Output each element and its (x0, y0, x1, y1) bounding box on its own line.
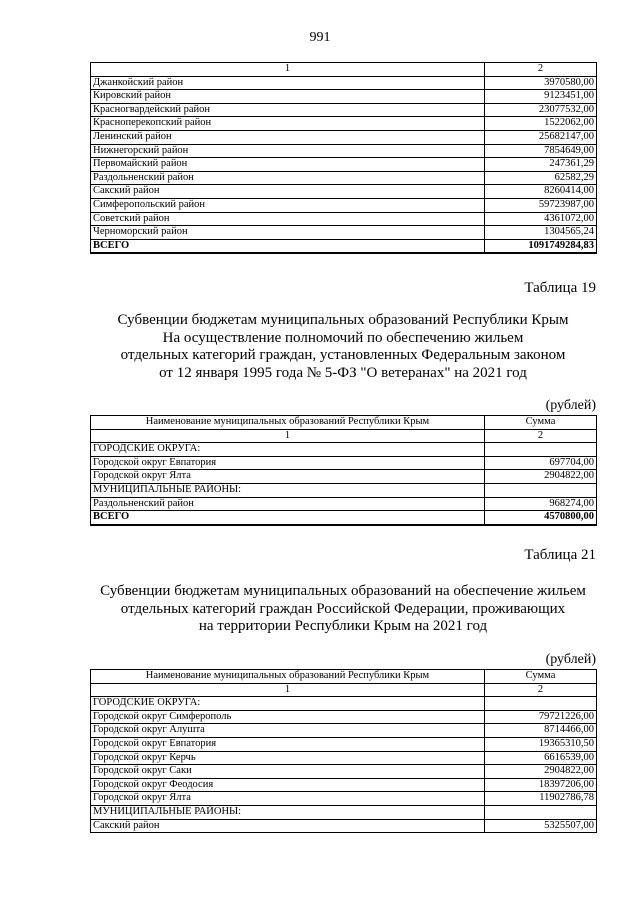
amount-value: 59723987,00 (485, 198, 597, 212)
table-19-units: (рублей) (545, 398, 596, 413)
table-19-label: Таблица 19 (524, 280, 596, 296)
amount-value: 2904822,00 (485, 765, 597, 779)
amount-value: 1304565,24 (485, 226, 597, 240)
header-row (91, 670, 597, 684)
amount-value (485, 805, 597, 819)
page-number: 991 (309, 30, 331, 45)
table-row (91, 819, 597, 833)
district-name: Раздольненский район (91, 497, 485, 511)
title-line: отдельных категорий граждан, установленных Федеральным законом (120, 347, 566, 363)
amount-value: 3970580,00 (485, 76, 597, 90)
total-amount: 4570800,00 (485, 511, 597, 525)
district-name: Городской округ Алушта (91, 724, 485, 738)
table-21-title (90, 583, 596, 636)
column-number-row (91, 63, 597, 77)
title-line: от 12 января 1995 года № 5-ФЗ "О ветеранах" на 2021 год (159, 364, 527, 381)
table-21 (90, 669, 597, 833)
column-number: 2 (485, 683, 597, 697)
district-name: Городской округ Феодосия (91, 778, 485, 792)
table-row (91, 737, 597, 751)
district-name: Городской округ Ялта (91, 470, 485, 484)
amount-value: 8260414,00 (485, 185, 597, 199)
table-row (91, 765, 597, 779)
amount-value: 23077532,00 (485, 103, 597, 117)
table-row (91, 751, 597, 765)
table-row (91, 158, 597, 172)
column-number: 1 (91, 683, 485, 697)
district-name: Советский район (91, 212, 485, 226)
amount-value: 25682147,00 (485, 130, 597, 144)
amount-value: 18397206,00 (485, 778, 597, 792)
section-label: ГОРОДСКИЕ ОКРУГА: (91, 443, 485, 457)
column-header-name: Наименование муниципальных образований Республики Крым (91, 416, 485, 430)
amount-value: 1522062,00 (485, 117, 597, 131)
table-row (91, 805, 597, 819)
district-name: Ленинский район (91, 130, 485, 144)
district-name: Городской округ Евпатория (91, 456, 485, 470)
column-header-amount: Сумма (485, 670, 597, 684)
amount-value (485, 697, 597, 711)
district-name: Раздольненский район (91, 171, 485, 185)
table-row (91, 171, 597, 185)
district-name: Городской округ Ялта (91, 792, 485, 806)
column-number: 1 (91, 63, 485, 77)
table-row (91, 76, 597, 90)
title-line: На осуществление полномочий по обеспечению жильем (162, 329, 524, 346)
table-row (91, 212, 597, 226)
column-number-row (91, 429, 597, 443)
district-name: Красногвардейский район (91, 103, 485, 117)
table-row (91, 130, 597, 144)
table-row (91, 198, 597, 212)
table-row (91, 90, 597, 104)
district-name: Первомайский район (91, 158, 485, 172)
table-row (91, 470, 597, 484)
amount-value: 62582,29 (485, 171, 597, 185)
column-number: 2 (485, 429, 597, 443)
column-number: 1 (91, 429, 485, 443)
district-name: Городской округ Симферополь (91, 710, 485, 724)
amount-value: 697704,00 (485, 456, 597, 470)
amount-value: 247361,29 (485, 158, 597, 172)
amount-value (485, 483, 597, 497)
district-name: Городской округ Саки (91, 765, 485, 779)
amount-value: 6616539,00 (485, 751, 597, 765)
district-name: Симферопольский район (91, 198, 485, 212)
amount-value: 79721226,00 (485, 710, 597, 724)
table-row (91, 697, 597, 711)
amount-value: 5325507,00 (485, 819, 597, 833)
district-name: Сакский район (91, 819, 485, 833)
table-row (91, 103, 597, 117)
table-21-units: (рублей) (545, 652, 596, 667)
table-row (91, 724, 597, 738)
column-number-row (91, 683, 597, 697)
total-amount: 1091749284,83 (485, 239, 597, 253)
district-name: Кировский район (91, 90, 485, 104)
amount-value (485, 443, 597, 457)
column-header-name: Наименование муниципальных образований Республики Крым (91, 670, 485, 684)
amount-value: 11902786,78 (485, 792, 597, 806)
district-name: Красноперекопский район (91, 117, 485, 131)
district-name: Черноморский район (91, 226, 485, 240)
table-row (91, 226, 597, 240)
total-label: ВСЕГО (91, 239, 485, 253)
amount-value: 8714466,00 (485, 724, 597, 738)
table-row (91, 443, 597, 457)
table-row (91, 144, 597, 158)
amount-value: 7854649,00 (485, 144, 597, 158)
header-row (91, 416, 597, 430)
district-name: Нижнегорский район (91, 144, 485, 158)
table-row (91, 483, 597, 497)
total-row (91, 239, 597, 253)
total-label: ВСЕГО (91, 511, 485, 525)
table-19 (90, 415, 597, 526)
title-line: отдельных категорий граждан Российской Федерации, проживающих (120, 600, 566, 617)
district-name: Городской округ Керчь (91, 751, 485, 765)
table-21-label: Таблица 21 (524, 547, 596, 563)
district-name: Джанкойский район (91, 76, 485, 90)
section-label: МУНИЦИПАЛЬНЫЕ РАЙОНЫ: (91, 805, 485, 819)
amount-value: 19365310,50 (485, 737, 597, 751)
table-row (91, 497, 597, 511)
title-line: Субвенции бюджетам муниципальных образований Республики Крым (117, 312, 569, 328)
table-row (91, 710, 597, 724)
section-label: МУНИЦИПАЛЬНЫЕ РАЙОНЫ: (91, 483, 485, 497)
table-row (91, 792, 597, 806)
table-row (91, 778, 597, 792)
amount-value: 968274,00 (485, 497, 597, 511)
table-19-title (90, 312, 596, 382)
table-row (91, 456, 597, 470)
amount-value: 9123451,00 (485, 90, 597, 104)
title-line: Субвенции бюджетам муниципальных образований на обеспечение жильем (100, 583, 586, 599)
continued-table (90, 62, 597, 254)
total-row (91, 511, 597, 525)
column-number: 2 (485, 63, 597, 77)
amount-value: 4361072,00 (485, 212, 597, 226)
title-line: на территории Республики Крым на 2021 год (198, 618, 488, 634)
column-header-amount: Сумма (485, 416, 597, 430)
amount-value: 2904822,00 (485, 470, 597, 484)
section-label: ГОРОДСКИЕ ОКРУГА: (91, 697, 485, 711)
district-name: Сакский район (91, 185, 485, 199)
table-row (91, 117, 597, 131)
district-name: Городской округ Евпатория (91, 737, 485, 751)
table-row (91, 185, 597, 199)
